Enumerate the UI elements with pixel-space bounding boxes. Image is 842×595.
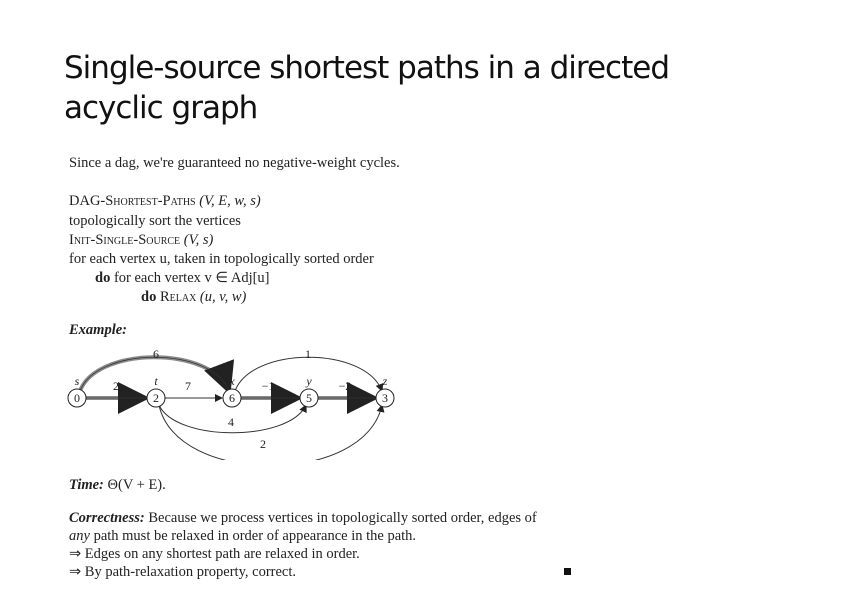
edge-weight-t-y: 4: [228, 415, 234, 429]
example-label: Example:: [69, 322, 127, 338]
node-value-t: 2: [153, 391, 159, 405]
intro-text: Since a dag, we're guaranteed no negative-weight cycles.: [69, 155, 400, 171]
edge-weight-x-z: 1: [305, 347, 311, 361]
edge-weight-t-z: 2: [260, 437, 266, 451]
algorithm-params: (V, E, w, s): [199, 193, 261, 209]
implication-1: ⇒ Edges on any shortest path are relaxed in order.: [69, 546, 360, 562]
correctness-line-2-text: path must be relaxed in order of appearance in the path.: [93, 528, 417, 544]
node-name-y: y: [306, 374, 312, 388]
algorithm-name: DAG-Shortest-Paths: [69, 193, 196, 209]
dag-example-graph: [55, 340, 415, 460]
relax-name: Relax: [159, 289, 197, 305]
node-name-t: t: [154, 374, 158, 388]
correctness-text: Because we process vertices in topologically sorted order, edges of: [148, 510, 537, 526]
correctness-line-1: [69, 510, 537, 527]
title-line-1: Single-source shortest paths in a directed: [64, 50, 670, 86]
slide-title: [64, 48, 784, 128]
algorithm-line-2: [69, 232, 213, 249]
do-keyword-2: do: [141, 289, 157, 305]
node-value-y: 5: [306, 391, 312, 405]
relax-params: (u, v, w): [199, 289, 247, 305]
edge-weight-x-y: −1: [261, 379, 275, 393]
node-name-s: s: [74, 374, 80, 388]
init-single-source-params: (V, s): [183, 232, 214, 248]
node-value-x: 6: [229, 391, 235, 405]
algorithm-line-4: [95, 270, 270, 287]
algorithm-line-5: [141, 289, 246, 306]
init-single-source-name: Init-Single-Source: [69, 232, 181, 248]
node-name-x: x: [229, 374, 235, 388]
algorithm-line-4-text: for each vertex v ∈ Adj[u]: [113, 270, 270, 286]
time-line: [69, 477, 166, 494]
title-line-2: acyclic graph: [64, 90, 258, 126]
correctness-label: Correctness:: [69, 510, 145, 526]
algorithm-header: [69, 193, 261, 210]
edge-weight-y-z: −2: [338, 379, 352, 393]
time-label: Time:: [69, 477, 104, 493]
implication-2: ⇒ By path-relaxation property, correct.: [69, 564, 297, 580]
node-value-s: 0: [74, 391, 80, 405]
qed-square-icon: [564, 568, 571, 575]
algorithm-line-1: topologically sort the vertices: [69, 213, 241, 229]
algorithm-line-3: for each vertex u, taken in topologically sorted order: [69, 251, 374, 267]
correctness-any: any: [69, 528, 90, 544]
edge-weight-s-t: 2: [113, 379, 119, 393]
edge-t-z: [159, 405, 382, 460]
node-value-z: 3: [382, 391, 388, 405]
do-keyword: do: [95, 270, 111, 286]
node-name-z: z: [382, 374, 388, 388]
edge-weight-t-x: 7: [185, 379, 191, 393]
correctness-line-2: [69, 528, 416, 545]
edge-weight-s-x: 6: [153, 347, 159, 361]
time-value: Θ(V + E).: [107, 477, 166, 493]
